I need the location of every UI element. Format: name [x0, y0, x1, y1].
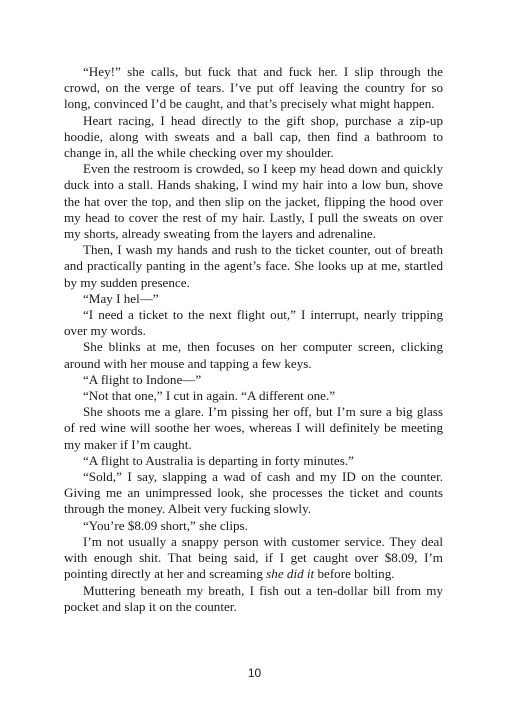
text-run: “May I hel—” — [83, 290, 159, 306]
text-run: “You’re $8.09 short,” she clips. — [83, 517, 248, 533]
text-run: before bolting. — [314, 566, 395, 582]
paragraph — [64, 339, 443, 371]
text-run: “A flight to Australia is departing in forty minutes.” — [83, 452, 354, 468]
page-number: 10 — [247, 666, 262, 680]
paragraph — [64, 372, 443, 388]
text-run: She blinks at me, then focuses on her computer screen, clicking around with her mouse and tapping a few keys. — [64, 339, 443, 371]
paragraph — [64, 583, 443, 615]
text-run: “Hey!” she calls, but fuck that and fuck her. I slip through the crowd, on the verge of tears. I’ve put off leaving the country for so long, convinced I’d be caught, and that’s precisely what might happen. — [64, 64, 443, 112]
text-run: “I need a ticket to the next flight out,” I interrupt, nearly tripping over my words. — [64, 307, 443, 339]
paragraph — [64, 64, 443, 113]
paragraph — [64, 113, 443, 162]
italic-run: she did it — [266, 566, 315, 582]
paragraph — [64, 161, 443, 242]
text-run: “Sold,” I say, slapping a wad of cash and my ID on the counter. Giving me an unimpressed look, she processes the ticket and counts through the money. Albeit very fucking slowly. — [64, 469, 443, 517]
paragraph — [64, 388, 443, 404]
paragraph — [64, 518, 443, 534]
paragraph — [64, 453, 443, 469]
text-run: She shoots me a glare. I’m pissing her off, but I’m sure a big glass of red wine will soothe her woes, whereas I will definitely be meeting my maker if I’m caught. — [64, 404, 443, 452]
paragraph — [64, 291, 443, 307]
body-text — [64, 64, 443, 615]
text-run: I’m not usually a snappy person with customer service. They deal with enough shit. That being said, if I get caught over $8.09, I’m pointing directly at her and screaming — [64, 533, 443, 582]
paragraph — [64, 307, 443, 339]
text-run: Then, I wash my hands and rush to the ticket counter, out of breath and practically panting in the agent’s face. She looks up at me, startled by my sudden presence. — [64, 242, 443, 290]
paragraph — [64, 242, 443, 291]
text-run: Muttering beneath my breath, I fish out a ten-dollar bill from my pocket and slap it on the counter. — [64, 582, 443, 614]
paragraph — [64, 534, 443, 583]
text-run: “A flight to Indone—” — [83, 371, 202, 387]
text-run: “Not that one,” I cut in again. “A different one.” — [83, 388, 336, 404]
paragraph — [64, 469, 443, 518]
text-run: Heart racing, I head directly to the gift shop, purchase a zip-up hoodie, along with sweats and a ball cap, then find a bathroom to change in, all the while checking over my shoulder. — [64, 112, 443, 161]
text-run: Even the restroom is crowded, so I keep my head down and quickly duck into a stall. Hands shaking, I wind my hair into a low bun, shove the hat over the top, and then slip on the jacket, flipping the hood over my head to cover the rest of my hair. Lastly, I pull the sweats on over my shorts, already sweating from the layers and adrenaline. — [64, 161, 443, 242]
paragraph — [64, 404, 443, 453]
